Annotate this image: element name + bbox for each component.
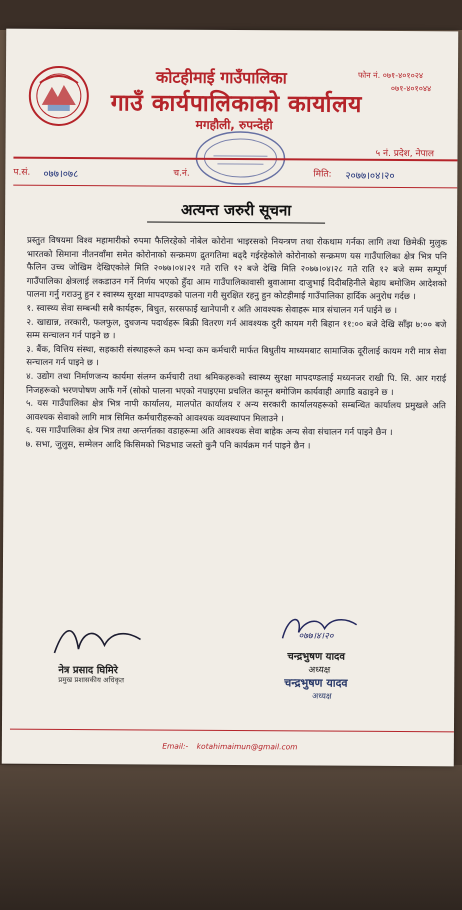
email-label: Email:- (162, 741, 189, 751)
province-label: ५ नं. प्रदेश, नेपाल (375, 148, 435, 160)
municipality-emblem-icon (28, 65, 90, 127)
footer-divider (10, 729, 454, 733)
footer-email (2, 741, 462, 753)
notice-point-5: ५. यस गाउँपालिका क्षेत्र भित्र नापी कार्यालय, मालपोत कार्यालय र अन्य सरकारी कार्यालयहरूको सम्बन्धित कार्यालय प्रमुखले अति आवश्यक सेवाको लागि मात्र सिमित कर्मचारीहरूको आवश्यक व्यवस्थापन मिलाउने । (25, 398, 446, 425)
reference-row (13, 165, 457, 188)
phone-block (358, 69, 458, 96)
notice-title: अत्यन्त जरुरी सूचना (181, 200, 292, 220)
phone-number-1: ०७१-४०१०२४ (382, 70, 424, 81)
notice-point-7: ७. सभा, जुलुस, सम्मेलन आदि किसिमको भिडभाड जस्तो कुनै पनि कार्यक्रम गर्न पाइने छैन । (25, 439, 311, 452)
notice-point-1: १. स्वास्थ्य सेवा सम्बन्धी सबै कार्यहरू, बिधुत, सरसफाई खानेपानी र अति आवश्यक सेवाहरू मात्र संचालन गर्न पाईने छ । (26, 303, 398, 316)
top-dark-strip (0, 0, 462, 30)
date-value: २०७७।०४।२० (345, 170, 395, 183)
patra-sankhya-label: प.सं. (13, 167, 31, 178)
notice-point-2: २. खाद्यान्न, तरकारी, फलफुल, दुधजन्य पदार्थहरू बिक्री वितरण गर्न आवश्यक दुरी कायम गरी बिहान ११:०० बजे देखि साँझ ७:०० बजे सम्म सन्चालन गर्न पाइने छ । (26, 317, 447, 342)
bottom-table-area (0, 765, 462, 910)
notice-point-4: ४. उद्योग तथा निर्माणजन्य कार्यमा संलग्न कर्मचारी तथा श्रमिकहरूको स्वास्थ्य सुरक्षा मापदण्डलाई मध्यनजर राखी पि. सि. आर गराई निजहरूको भरणपोषण आफैं गर्ने (सोको पालना भएको नपाइएमा प्रचलित कानून बमोजिम कार्यवाही अगाडि बढाइने छ । (26, 371, 447, 398)
right-signatory-title: अध्यक्ष (308, 665, 331, 676)
notice-point-6: ६. यस गाउँपालिका क्षेत्र भित्र तथा अन्तर्गतका वडाहरूमा अति आवश्यक सेवा बाहेक अन्य सेवा संचालन गर्न पाइने छैन । (25, 426, 393, 439)
office-location: मगहौली, रुपन्देही (195, 117, 273, 133)
notice-intro: प्रस्तुत विषयमा विश्व महामारीको रुपमा फैलिरहेको नोबेल कोरोना भाइरसको नियन्त्रण तथा रोकथाम गर्नका लागि तथा छिमेकी मुलुक भारतको सिमाना नीतनवाँमा समेत कोरोनाको सन्क्रमण द्रुतगतिमा बढ्दै गईरहेकोले कोरोनाको सन्क्रमण यस गाउँपालिका क्षेत्र भित्र पनि फैलिन उच्च जोखिम देखिएकोले मिति २०७७।०४।२१ गते रात्ति १२ बजे देखि मिति २०७७।०४।२८ गते राति १२ बजे सम्म सम्पूर्ण गाउँपालिका क्षेत्रलाई लकडाउन गर्ने निर्णय भएको हुँदा आम गाउँपालिकावासी बुवाआमा दाजुभाई दिदीबहिनीले बेहाय बमोजिम आदेशको पालना गर्नु गराउनु हुन र स्वास्थ्य सुरक्षा मापदण्डको पालना गरी सुरक्षित रहनु हुन कोटहीमाई गाउँपालिका हार्दिक अनुरोध गर्दछ । (26, 235, 447, 303)
notice-body (26, 235, 447, 455)
office-name: गाउँ कार्यपालिकाको कार्यालय (110, 90, 363, 118)
signature-date: ०७७।४।२० (298, 631, 334, 642)
right-stamp-title: अध्यक्ष (312, 691, 332, 701)
email-address: kotahimaimun@gmail.com (196, 741, 298, 752)
phone-number-2: ०७१-४०१०४४ (390, 83, 432, 94)
chalani-label: च.नं. (173, 168, 190, 179)
letter-paper (2, 29, 458, 767)
patra-sankhya-value: ०७७।०७८ (43, 168, 79, 181)
notice-point-3: ३. बैंक, वित्तिय संस्था, सहकारी संस्थाहरूले कम भन्दा कम कर्मचारी मार्फत बिधुतीय माध्यमबाट सामाजिक दूरीलाई कायम गरी मात्र सेवा सन्चालन गर्न पाइने छ । (26, 344, 447, 369)
left-signatory-title: प्रमुख प्रशासकीय अधिकृत (58, 675, 125, 685)
left-signatory-name: नेत्र प्रसाद घिमिरे (58, 664, 118, 677)
left-signature-icon (44, 619, 164, 660)
phone-label: फोन नं. (357, 70, 381, 80)
title-underline (147, 221, 325, 223)
right-stamp-name: चन्द्रभुषण यादव (284, 676, 348, 690)
date-label: मिति: (313, 169, 332, 180)
municipality-name: कोटहीमाई गाउँपालिका (155, 67, 287, 88)
right-signatory-name: चन्द्रभुषण यादव (287, 651, 345, 663)
